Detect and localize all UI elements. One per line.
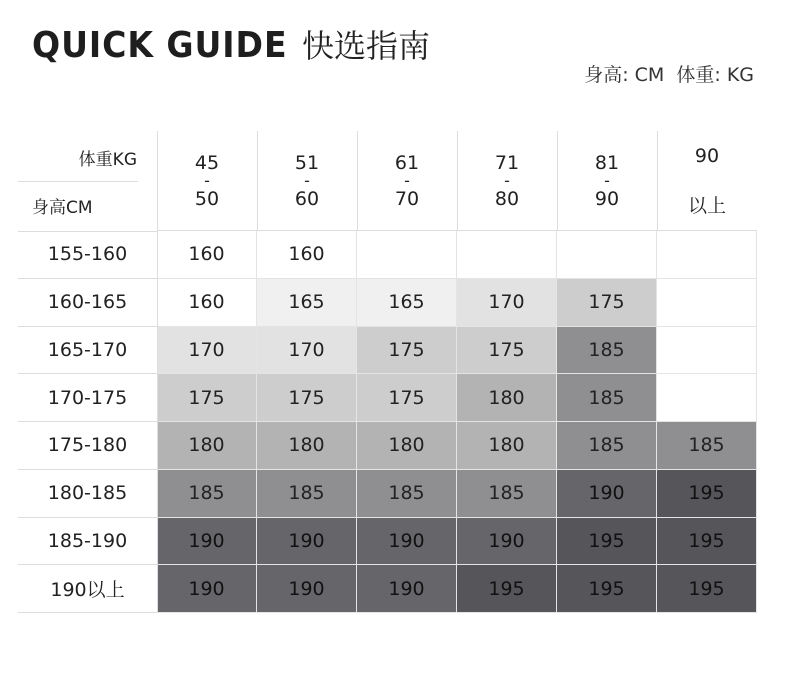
empty-cell — [657, 231, 757, 279]
size-cell: 185 — [557, 422, 657, 470]
size-cell: 175 — [257, 374, 357, 422]
size-cell: 170 — [257, 327, 357, 375]
weight-range-start: 51 — [294, 152, 320, 174]
height-row-label: 165-170 — [18, 327, 157, 375]
size-cell: 185 — [557, 374, 657, 422]
size-cell: 180 — [457, 422, 557, 470]
size-cell: 190 — [257, 565, 357, 613]
size-cell: 180 — [357, 422, 457, 470]
height-row-label: 180-185 — [18, 470, 157, 518]
weight-column-header — [257, 131, 357, 231]
height-axis-label: 身高CM — [32, 198, 93, 218]
size-cell: 190 — [557, 470, 657, 518]
size-cell: 195 — [557, 518, 657, 566]
size-cell: 185 — [157, 470, 257, 518]
title-chinese: 快选指南 — [302, 27, 431, 65]
height-row-label: 160-165 — [18, 279, 157, 327]
weight-range-end: 50 — [194, 188, 220, 210]
size-cell: 175 — [557, 279, 657, 327]
size-cell: 195 — [657, 470, 757, 518]
units-legend — [578, 60, 754, 87]
height-row-label: 170-175 — [18, 374, 157, 422]
empty-cell — [657, 374, 757, 422]
size-cell: 165 — [257, 279, 357, 327]
size-cell: 185 — [457, 470, 557, 518]
weight-range-start: 61 — [394, 152, 420, 174]
size-cell: 190 — [357, 518, 457, 566]
weight-range-dash: - — [604, 171, 610, 190]
size-cell: 190 — [257, 518, 357, 566]
height-row-label: 185-190 — [18, 518, 157, 566]
size-cell: 195 — [657, 565, 757, 613]
size-chart — [18, 131, 760, 613]
size-cell: 195 — [557, 565, 657, 613]
weight-column-header — [357, 131, 457, 231]
weight-range-start: 71 — [494, 152, 520, 174]
size-cell: 190 — [357, 565, 457, 613]
weight-range-dash: - — [404, 171, 410, 190]
weight-range-start: 81 — [594, 152, 620, 174]
weight-range-end: 90 — [594, 188, 620, 210]
size-cell: 195 — [657, 518, 757, 566]
weight-range-end: 以上 — [687, 195, 726, 217]
height-row-label: 190以上 — [18, 565, 157, 613]
weight-axis-label: 体重KG — [78, 150, 137, 170]
empty-cell — [657, 279, 757, 327]
size-cell: 160 — [157, 279, 257, 327]
size-cell: 195 — [457, 565, 557, 613]
grid-left-edge — [157, 131, 158, 613]
size-cell: 185 — [257, 470, 357, 518]
size-cell: 190 — [157, 565, 257, 613]
weight-range-dash: - — [204, 171, 210, 190]
weight-range-end: 70 — [394, 188, 420, 210]
size-cell: 185 — [357, 470, 457, 518]
weight-column-header — [557, 131, 657, 231]
title-english: QUICK GUIDE — [32, 25, 288, 66]
size-cell: 180 — [157, 422, 257, 470]
size-cell: 175 — [157, 374, 257, 422]
size-cell: 185 — [557, 327, 657, 375]
units-height: 身高: CM — [584, 64, 665, 86]
size-cell: 165 — [357, 279, 457, 327]
size-cell: 175 — [357, 374, 457, 422]
size-cell: 180 — [257, 422, 357, 470]
weight-column-header — [157, 131, 257, 231]
corner-header — [18, 131, 157, 232]
empty-cell — [657, 327, 757, 375]
size-cell: 180 — [457, 374, 557, 422]
size-cell: 185 — [657, 422, 757, 470]
size-cell: 160 — [157, 231, 257, 279]
weight-column-header — [657, 131, 757, 231]
weight-range-end: 60 — [294, 188, 320, 210]
weight-range-end: 80 — [494, 188, 520, 210]
weight-range-dash: - — [304, 171, 310, 190]
size-cell: 190 — [457, 518, 557, 566]
size-cell: 175 — [357, 327, 457, 375]
weight-range-dash: - — [504, 171, 510, 190]
weight-range-start: 90 — [694, 145, 720, 167]
empty-cell — [557, 231, 657, 279]
corner-divider — [18, 181, 138, 182]
empty-cell — [457, 231, 557, 279]
size-cell: 170 — [157, 327, 257, 375]
units-weight: 体重: KG — [676, 64, 754, 86]
weight-column-header — [457, 131, 557, 231]
size-cell: 160 — [257, 231, 357, 279]
size-cell: 190 — [157, 518, 257, 566]
height-row-label: 155-160 — [18, 231, 157, 279]
height-row-label: 175-180 — [18, 422, 157, 470]
size-cell: 175 — [457, 327, 557, 375]
weight-range-start: 45 — [194, 152, 220, 174]
empty-cell — [357, 231, 457, 279]
size-cell: 170 — [457, 279, 557, 327]
